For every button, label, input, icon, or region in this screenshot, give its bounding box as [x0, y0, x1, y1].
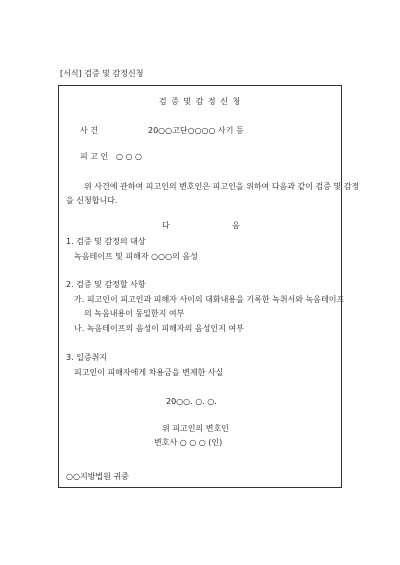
case-value: 20○○고단○○○○ 사기 등	[148, 126, 244, 135]
section-1-heading: 1. 검증 및 감정의 대상	[66, 237, 146, 246]
signer-name: 변호사 ○ ○ ○ (인)	[154, 438, 223, 447]
intro-line-1: 위 사건에 관하여 피고인의 변호인은 피고인을 위하여 다음과 같이 검증 및 감정	[84, 182, 360, 191]
notice-eum: 음	[232, 221, 240, 230]
section-3-heading: 3. 입증취지	[66, 353, 108, 362]
section-2-item-ga-line-2: 의 녹음내용이 동일한지 여부	[84, 309, 185, 318]
document-date: 20○○. ○. ○.	[166, 397, 217, 406]
defendant-name: ○ ○ ○	[116, 152, 143, 161]
defendant-label: 피 고 인	[80, 152, 109, 161]
signer-role: 위 피고인의 변호인	[162, 424, 229, 433]
notice-da: 다	[162, 221, 170, 230]
section-2-heading: 2. 검증 및 감정할 사항	[66, 280, 146, 289]
section-2-item-ga-line-1: 가. 피고인이 피고인과 피해자 사이의 대화내용을 기록한 녹취서와 녹음테이프	[74, 295, 345, 304]
intro-line-2: 을 신청합니다.	[66, 196, 118, 205]
section-2-item-na: 나. 녹음테이프의 음성이 피해자의 음성인지 여부	[74, 324, 244, 333]
document-title: 검 증 및 감 정 신 청	[158, 97, 242, 106]
form-label: [서식] 검증 및 감정신청	[60, 69, 144, 78]
case-label: 사 건	[80, 126, 98, 135]
section-3-item: 피고인이 피해자에게 차용금을 변제한 사실	[74, 368, 224, 377]
section-1-item: 녹음테이프 및 피해자 ○○○의 음성	[74, 252, 198, 261]
court-recipient: ○○지방법원 귀중	[66, 472, 129, 481]
